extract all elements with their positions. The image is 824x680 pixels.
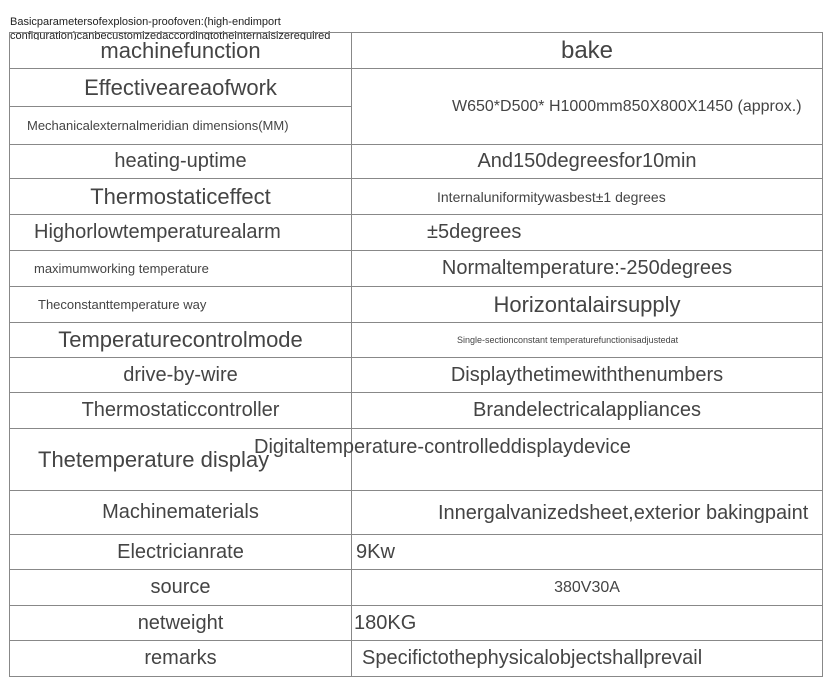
param-name: netweight — [10, 606, 352, 641]
param-value: Normaltemperature:-250degrees — [352, 251, 823, 287]
param-name: Thetemperature display — [10, 429, 352, 491]
param-name: Mechanicalexternalmeridian dimensions(MM) — [10, 107, 352, 145]
parameter-table — [9, 32, 823, 677]
param-name: remarks — [10, 641, 352, 677]
param-value: Specifictothephysicalobjectshallprevail — [352, 641, 823, 677]
param-value: Single-sectionconstant temperaturefunctionisadjustedat — [352, 323, 823, 358]
param-name: Highorlowtemperaturealarm — [10, 215, 352, 251]
param-name: source — [10, 570, 352, 606]
table-row — [10, 287, 823, 323]
table-row — [10, 33, 823, 69]
param-name: Electricianrate — [10, 535, 352, 570]
table-row — [10, 179, 823, 215]
param-value: Brandelectricalappliances — [352, 393, 823, 429]
table-row — [10, 429, 823, 491]
table-row — [10, 69, 823, 107]
param-value: Digitaltemperature-controlleddisplaydevice — [250, 429, 721, 491]
param-name: machinefunction — [10, 33, 352, 69]
param-value: Displaythetimewiththenumbers — [352, 358, 823, 393]
table-row — [10, 641, 823, 677]
param-value: Innergalvanizedsheet,exterior bakingpaint — [352, 491, 823, 535]
table-row — [10, 358, 823, 393]
table-row — [10, 393, 823, 429]
param-name: maximumworking temperature — [10, 251, 352, 287]
param-value: W650*D500* H1000mm850X800X1450 (approx.) — [352, 69, 823, 145]
param-value: ±5degrees — [352, 215, 823, 251]
param-name: Effectiveareaofwork — [10, 69, 352, 107]
table-row — [10, 215, 823, 251]
param-value: 9Kw — [352, 535, 823, 570]
param-value: 380V30A — [352, 570, 823, 606]
param-value: bake — [352, 33, 823, 69]
param-name: drive-by-wire — [10, 358, 352, 393]
table-row — [10, 535, 823, 570]
param-value: 180KG — [352, 606, 823, 641]
param-name: Thermostaticcontroller — [10, 393, 352, 429]
param-value: Internaluniformitywasbest±1 degrees — [352, 179, 823, 215]
table-row — [10, 145, 823, 179]
table-row — [10, 491, 823, 535]
table-row — [10, 606, 823, 641]
document-header: Basicparametersofexplosion-proofoven:(high-endimport configuration)canbecustomizedaccordingtotheinternalsizerequired — [10, 16, 331, 40]
table-row — [10, 323, 823, 358]
param-name: Thermostaticeffect — [10, 179, 352, 215]
param-value: And150degreesfor10min — [352, 145, 823, 179]
table-row — [10, 251, 823, 287]
param-name: heating-uptime — [10, 145, 352, 179]
param-name: Temperaturecontrolmode — [10, 323, 352, 358]
table-row — [10, 570, 823, 606]
param-name: Theconstanttemperature way — [10, 287, 352, 323]
param-value: Horizontalairsupply — [352, 287, 823, 323]
param-name: Machinematerials — [10, 491, 352, 535]
